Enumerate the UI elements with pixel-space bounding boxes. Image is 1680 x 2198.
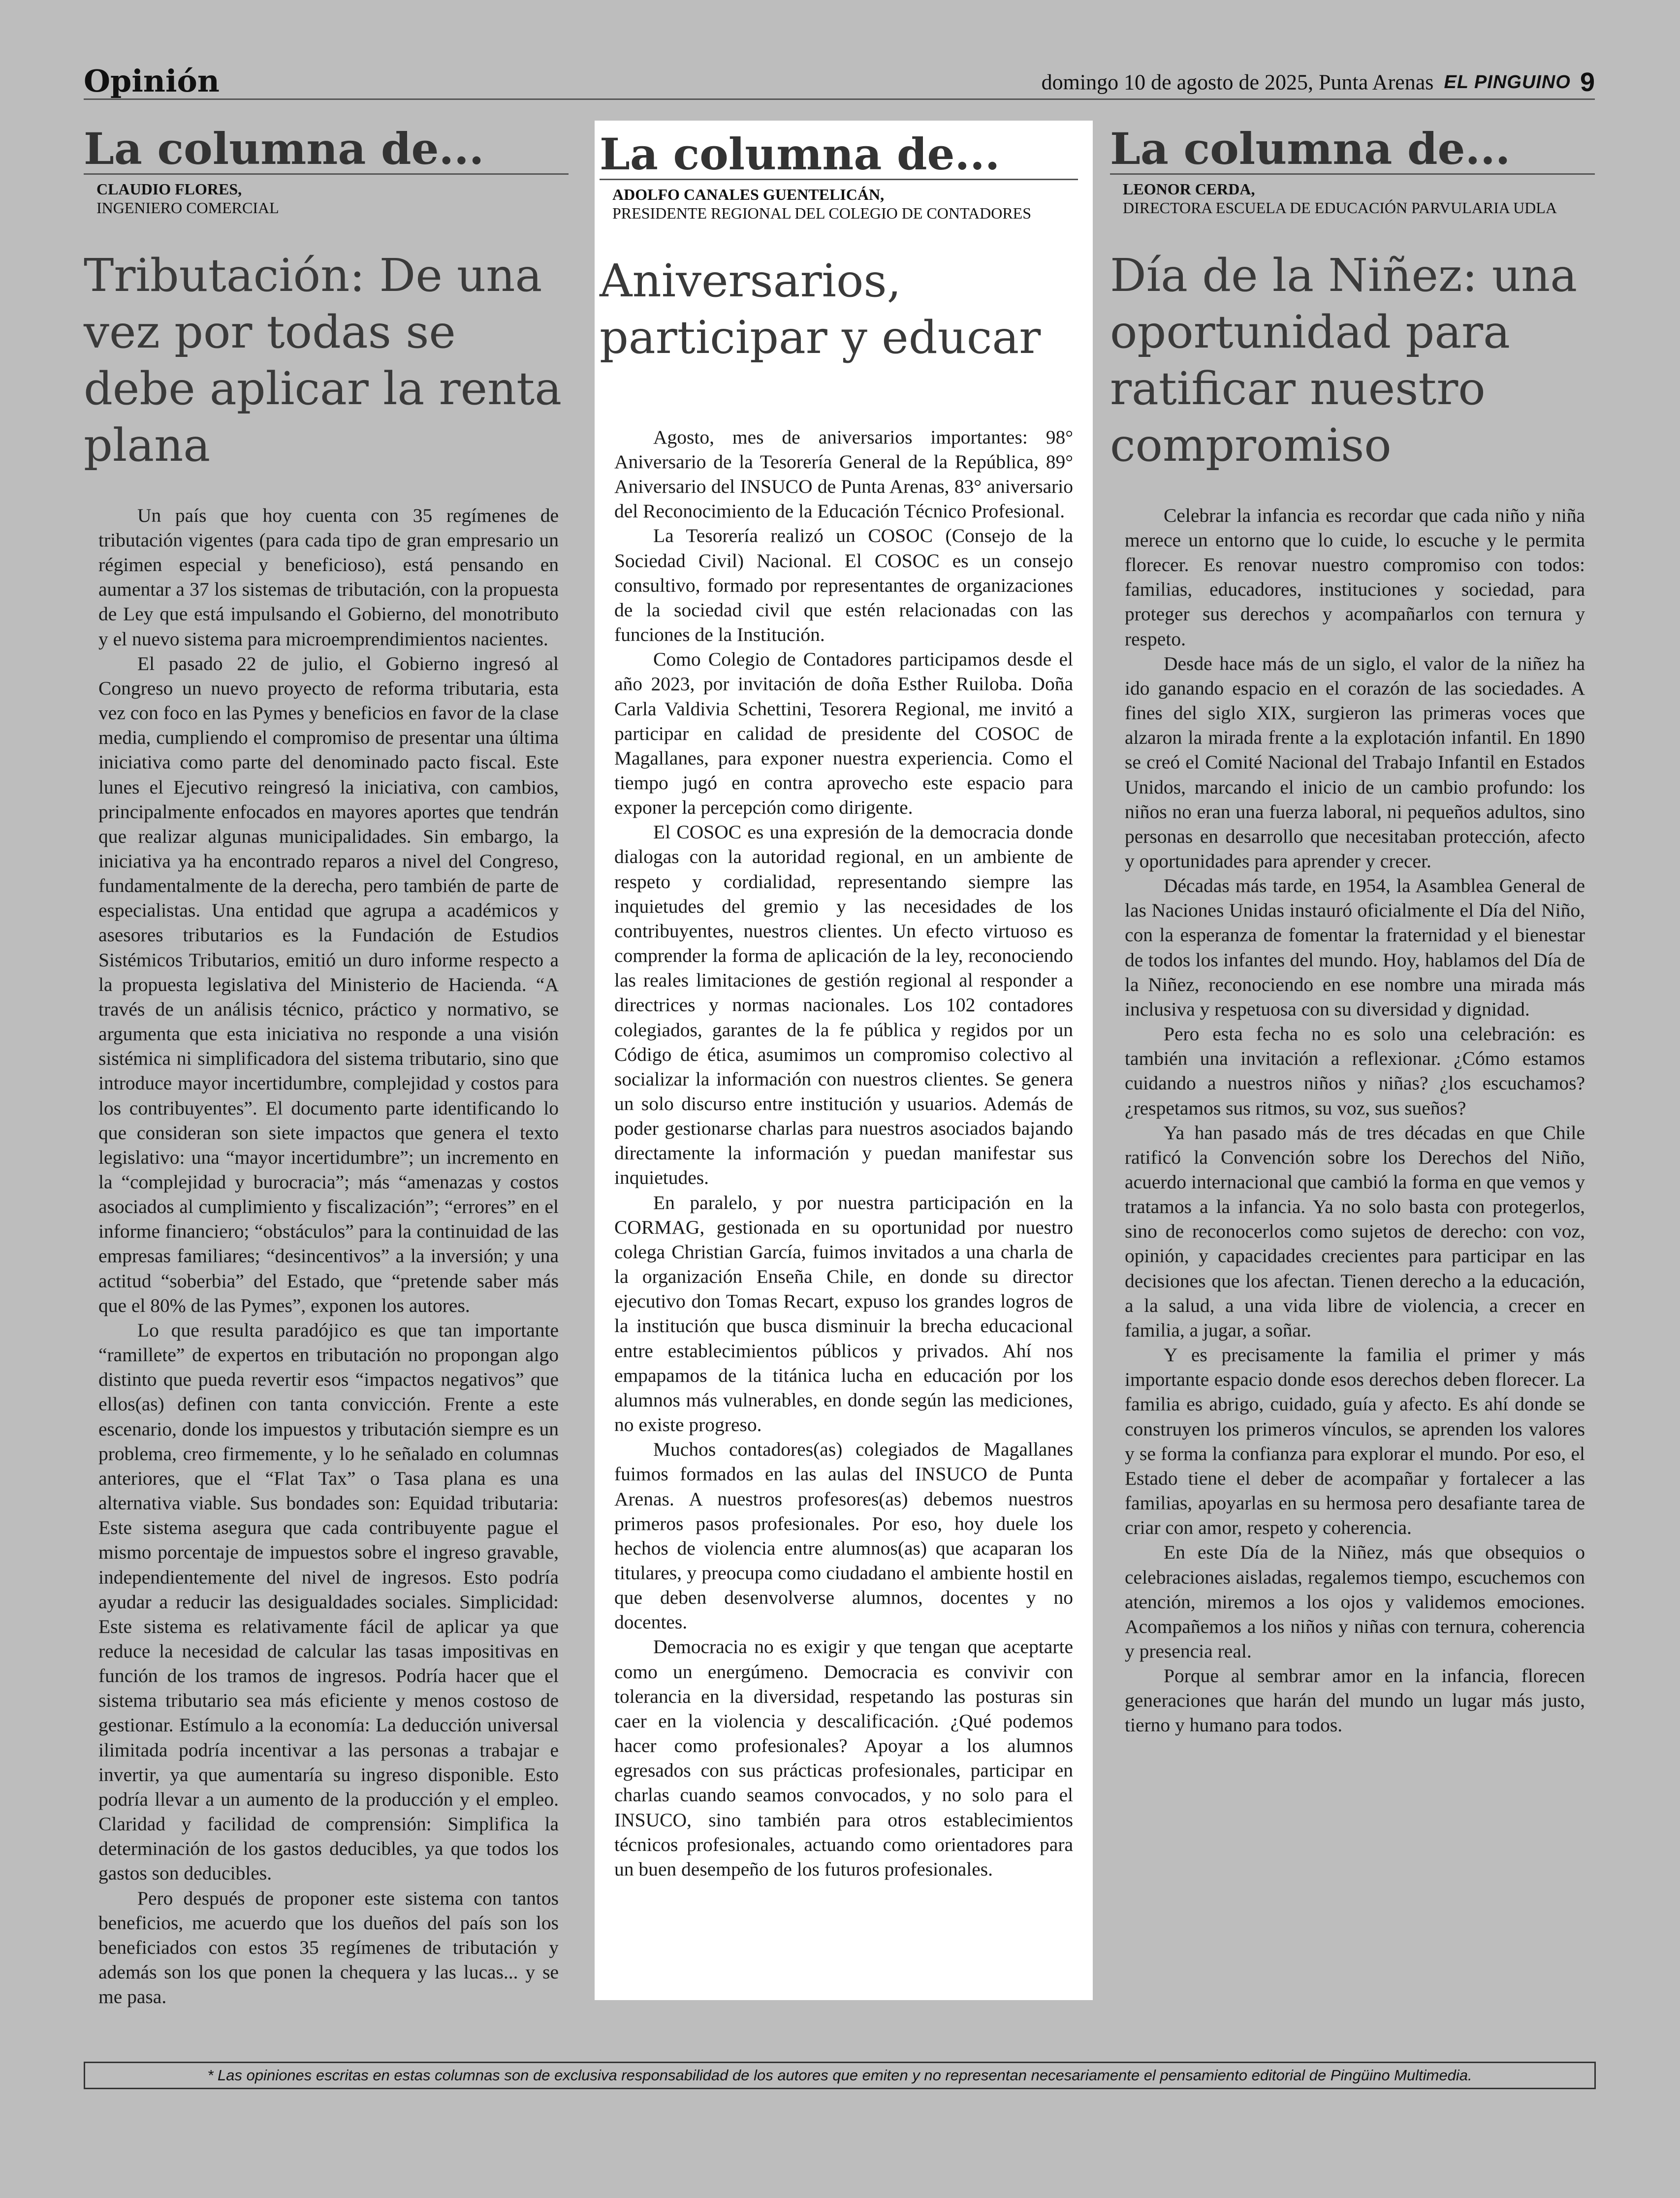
article-paragraph: Décadas más tarde, en 1954, la Asamblea General de las Naciones Unidas instauró oficialmente el Día del Niño, con la esperanza de fomentar la fraternidad y el bienestar de todos los infantes del mundo. Hoy, hablamos del Día de la Niñez, reconociendo en ese nombre una mirada más inclusiva y respetuosa con su diversidad y dignidad. <box>1125 875 1585 1020</box>
article-paragraph: Lo que resulta paradójico es que tan importante “ramillete” de expertos en tributación no propongan algo distinto que pueda revertir esos “impactos negativos” que ellos(as) definen con tanta convicción. Frente a este escenario, donde los impuestos y tributación siempre es un problema, creo firmemente, y lo he señalado en columnas anteriores, que el “Flat Tax” o Tasa plana es una alternativa viable. Sus bondades son: Equidad tributaria: Este sistema asegura que cada contribuyente pague el mismo porcentaje de impuestos sobre el ingreso gravable, independientemente del nivel de ingresos. Esto podría ayudar a reducir las desigualdades sociales. Simplicidad: Este sistema es relativamente fácil de aplicar ya que reduce la necesidad de calcular las tasas impositivas en función de los tramos de ingresos. Podría hacer que el sistema tributario sea más eficiente y menos costoso de gestionar. Estímulo a la economía: La deducción universal ilimitada podría incentivar a las personas a trabajar e invertir, ya que aumentaría su ingreso disponible. Esto podría llevar a un aumento de la producción y el empleo. Claridad y facilidad de comprensión: Simplifica la determinación de los gastos deducibles, ya que todos los gastos son deducibles. <box>98 1319 559 1884</box>
author-byline <box>96 180 569 218</box>
author-role: DIRECTORA ESCUELA DE EDUCACIÓN PARVULARIA UDLA <box>1123 199 1557 217</box>
article-paragraph: Agosto, mes de aniversarios importantes: 98° Aniversario de la Tesorería General de la República, 89° Aniversario del INSUCO de Punta Arenas, 83° aniversario del Reconocimiento de la Educación Técnico Profesional. <box>614 426 1073 522</box>
article-paragraph: Ya han pasado más de tres décadas en que Chile ratificó la Convención sobre los Derechos del Niño, acuerdo internacional que cambió la forma en que vemos y tratamos a la infancia. Ya no solo basta con protegerlos, sino de reconocerlos como sujetos de derecho: con voz, opinión, y capacidades crecientes para participar en las decisiones que los afectan. Tienen derecho a la educación, a la salud, a una vida libre de violencia, a crecer en familia, a jugar, a soñar. <box>1125 1121 1585 1341</box>
page-header <box>84 63 1595 100</box>
column-heading: La columna de... <box>84 127 569 175</box>
article-title: Tributación: De una vez por todas se debe aplicar la renta plana <box>84 249 562 472</box>
article-body <box>1125 503 1585 1738</box>
article-paragraph: En este Día de la Niñez, más que obsequios o celebraciones aisladas, regalemos tiempo, escuchemos con atención, miremos a los ojos y validemos emociones. Acompañemos a los niños y niñas con ternura, coherencia y presencia real. <box>1125 1541 1585 1662</box>
author-name: CLAUDIO FLORES, <box>96 180 242 198</box>
article-paragraph: Desde hace más de un siglo, el valor de la niñez ha ido ganando espacio en el corazón de las sociedades. A fines del siglo XIX, surgieron las primeras voces que alzaron la mirada frente a la explotación infantil. En 1890 se creó el Comité Nacional del Trabajo Infantil en Estados Unidos, marcando el inicio de un cambio profundo: los niños no eran una fuerza laboral, ni pequeños adultos, sino personas en desarrollo que necesitaban protección, afecto y oportunidades para aprender y crecer. <box>1125 652 1585 872</box>
footer-disclaimer: * Las opiniones escritas en estas columnas son de exclusiva responsabilidad de los autores que emiten y no representan necesariamente el pensamiento editorial de Pingüino Multimedia. <box>84 2062 1596 2089</box>
dateline: domingo 10 de agosto de 2025, Punta Arenas <box>1041 70 1434 95</box>
author-role: INGENIERO COMERCIAL <box>96 199 279 217</box>
article-paragraph: Pero después de proponer este sistema con tantos beneficios, me acuerdo que los dueños del país son los beneficiados con estos 35 regímenes de tributación y además son los que ponen la chequera y las lucas... y se me pasa. <box>98 1887 559 2008</box>
article-body <box>614 425 1073 1881</box>
article-title: Aniversarios, participar y educar <box>600 254 1041 364</box>
article-paragraph: Celebrar la infancia es recordar que cada niño y niña merece un entorno que lo cuide, lo escuche y le permita florecer. Es renovar nuestro compromiso con todos: familias, educadores, instituciones y sociedad, para proteger sus derechos y acompañarlos con ternura y respeto. <box>1125 504 1585 650</box>
article-paragraph: Y es precisamente la familia el primer y más importante espacio donde esos derechos deben florecer. La familia es abrigo, cuidado, guía y afecto. Es ahí donde se construyen los primeros vínculos, se aprenden los valores y se forma la confianza para explorar el mundo. Por eso, el Estado tiene el deber de acompañar y fortalecer a las familias, apoyarlas en su hermosa pero desafiante tarea de criar con amor, respeto y coherencia. <box>1125 1344 1585 1539</box>
header-right <box>1042 67 1595 97</box>
article-paragraph: Porque al sembrar amor en la infancia, florecen generaciones que harán del mundo un lugar más justo, tierno y humano para todos. <box>1125 1665 1585 1736</box>
column-heading: La columna de... <box>600 132 1078 180</box>
article-paragraph: Como Colegio de Contadores participamos desde el año 2023, por invitación de doña Esther Ruiloba. Doña Carla Valdivia Schettini, Tesorera Regional, me invitó a participar en calidad de presidente del COSOC de Magallanes, para exponer nuestra experiencia. Como el tiempo jugó en contra aprovecho este espacio para exponer la percepción como dirigente. <box>614 648 1073 819</box>
author-role: PRESIDENTE REGIONAL DEL COLEGIO DE CONTADORES <box>612 204 1031 223</box>
article-paragraph: Democracia no es exigir y que tengan que aceptarte como un energúmeno. Democracia es convivir con tolerancia en la diversidad, respetando las posturas sin caer en la violencia y descalificación. ¿Qué podemos hacer como profesionales? Apoyar a los alumnos egresados con sus prácticas profesionales, participar en charlas cuando seamos convocados, y no solo para el INSUCO, sino también para otros establecimientos técnicos profesionales, actuando como orientadores para un buen desempeño de los futuros profesionales. <box>614 1636 1073 1880</box>
article-body <box>98 503 559 2009</box>
section-label: Opinión <box>84 63 220 99</box>
column-right <box>1110 123 1595 1738</box>
author-name: LEONOR CERDA, <box>1123 180 1255 198</box>
column-left <box>84 123 569 2009</box>
author-byline <box>612 185 1078 223</box>
article-paragraph: Pero esta fecha no es solo una celebración: es también una invitación a reflexionar. ¿Cómo estamos cuidando a nuestros niños y niñas? ¿los escuchamos? ¿respetamos sus ritmos, su voz, sus sueños? <box>1125 1023 1585 1119</box>
article-title: Día de la Niñez: una oportunidad para ratificar nuestro compromiso <box>1110 249 1578 472</box>
author-byline <box>1123 180 1595 218</box>
column-heading: La columna de... <box>1110 127 1595 175</box>
article-paragraph: Muchos contadores(as) colegiados de Magallanes fuimos formados en las aulas del INSUCO de Punta Arenas. A nuestros profesores(as) debemos nuestros primeros pasos profesionales. Por eso, hoy duele los hechos de violencia entre alumnos(as) que acaparan los titulares, y preocupa como ciudadano el ambiente hostil en que deben desenvolverse alumnos, docentes y no docentes. <box>614 1438 1073 1633</box>
article-paragraph: La Tesorería realizó un COSOC (Consejo de la Sociedad Civil) Nacional. El COSOC es un consejo consultivo, formado por representantes de organizaciones de la sociedad civil que estén relacionadas con las funciones de la Institución. <box>614 525 1073 646</box>
newspaper-logo: EL PINGUINO <box>1444 71 1571 93</box>
column-middle <box>595 121 1093 2000</box>
page-number: 9 <box>1580 67 1595 97</box>
author-name: ADOLFO CANALES GUENTELICÁN, <box>612 186 885 203</box>
article-paragraph: El pasado 22 de julio, el Gobierno ingresó al Congreso un nuevo proyecto de reforma tributaria, esta vez con foco en las Pymes y beneficios en favor de la clase media, cumpliendo el compromiso de presentar una última iniciativa como parte del denominado pacto fiscal. Este lunes el Ejecutivo reingresó la iniciativa, con cambios, principalmente enfocados en mayores aportes que tendrán que realizar algunas municipalidades. Sin embargo, la iniciativa ya ha encontrado reparos a nivel del Congreso, fundamentalmente de la derecha, pero también de parte de especialistas. Una entidad que agrupa a académicos y asesores tributarios es la Fundación de Estudios Sistémicos Tributarios, emitió un duro informe respecto a la propuesta legislativa del Ministerio de Hacienda. “A través de un análisis técnico, práctico y normativo, se argumenta que esta iniciativa no responde a una visión sistémica ni simplificadora del sistema tributario, sino que introduce mayor incertidumbre, complejidad y costos para los contribuyentes”. El documento parte identificando lo que consideran son siete impactos que genera el texto legislativo: una “mayor incertidumbre”; un incremento en la “complejidad y burocracia”; más “amenazas y costos asociados al cumplimiento y fiscalización”; “errores” en el informe financiero; “obstáculos” para la continuidad de las empresas familiares; “desincentivos” a la inversión; y una actitud “soberbia” del Estado, que “pretende saber más que el 80% de las Pymes”, exponen los autores. <box>98 652 559 1316</box>
article-paragraph: El COSOC es una expresión de la democracia donde dialogas con la autoridad regional, en un ambiente de respeto y cordialidad, representando siempre las inquietudes del gremio y las necesidades de los contribuyentes, nuestros clientes. Un efecto virtuoso es comprender la forma de aplicación de la ley, reconociendo las reales limitaciones de gestión regional al responder a directrices y normas nacionales. Los 102 contadores colegiados, garantes de la fe pública y regidos por un Código de ética, asumimos un compromiso colectivo al socializar la información con nuestros clientes. Se genera un solo discurso entre institución y usuarios. Además de poder gestionarse charlas para nuestros asociados bajando directamente la información y puedan manifestar sus inquietudes. <box>614 821 1073 1189</box>
article-paragraph: En paralelo, y por nuestra participación en la CORMAG, gestionada en su oportunidad por nuestro colega Christian García, fuimos invitados a una charla de la organización Enseña Chile, en donde su director ejecutivo don Tomas Recart, expuso los grandes logros de la institución que busca disminuir la brecha educacional entre establecimientos públicos y privados. Ahí nos empapamos de la titánica lucha en educación por los alumnos más vulnerables, en donde según las mediciones, no existe progreso. <box>614 1191 1073 1436</box>
article-paragraph: Un país que hoy cuenta con 35 regímenes de tributación vigentes (para cada tipo de gran empresario un régimen especial y beneficioso), está pensando en aumentar a 37 los sistemas de tributación, con la propuesta de Ley que está impulsando el Gobierno, del monotributo y el nuevo sistema para microemprendimientos nacientes. <box>98 504 559 650</box>
